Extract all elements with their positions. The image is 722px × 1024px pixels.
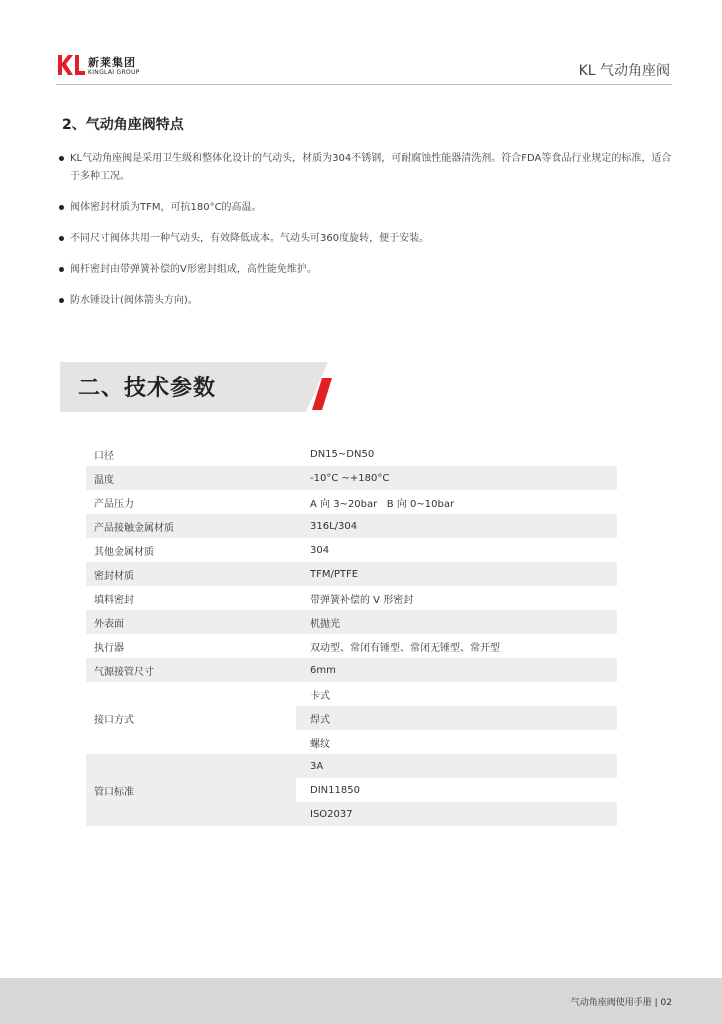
spec-key: 外表面 [86,610,296,634]
spec-key-standard: 管口标准 [86,754,296,826]
spec-value: TFM/PTFE [296,562,617,586]
bullet-icon [59,298,64,303]
spec-value: 3A [296,754,617,778]
bullet-icon [59,236,64,241]
table-row [86,754,617,778]
spec-value: 双动型、常闭有锤型、常闭无锤型、常开型 [310,642,500,654]
logo-mark-icon [56,53,86,77]
table-row [86,610,617,634]
features-list [58,150,678,323]
table-row [86,634,617,658]
table-row [86,490,617,514]
spec-value: 卡式 [310,690,330,702]
spec-key: 温度 [86,466,296,490]
feature-item: 阀体密封材质为TFM，可抗180°C的高温。 [58,199,678,217]
spec-key: 气源接管尺寸 [86,658,296,682]
bullet-icon [59,267,64,272]
spec-key: 执行器 [94,642,124,654]
logo-chinese-name: 新莱集团 [88,56,136,69]
spec-key-connection: 接口方式 [94,714,134,726]
feature-item: 防水锤设计(阀体箭头方向)。 [58,292,678,310]
spec-value: 6mm [296,658,617,682]
feature-item: 阀杆密封由带弹簧补偿的V形密封组成，高性能免维护。 [58,261,678,279]
logo-english-name: KINGLAI GROUP [88,69,140,76]
bullet-icon [59,205,64,210]
spec-value: 螺纹 [310,738,330,750]
spec-value: 304 [310,544,330,556]
spec-key: 密封材质 [86,562,296,586]
section-title: 二、技术参数 [78,376,217,401]
table-row [86,466,617,490]
spec-value: -10°C ~+180°C [296,466,617,490]
spec-value: 焊式 [296,706,617,730]
header-divider [56,84,672,85]
spec-value: DN15~DN50 [310,448,375,460]
spec-key: 产品接触金属材质 [86,514,296,538]
table-row [86,514,617,538]
feature-item: KL气动角座阀是采用卫生级和整体化设计的气动头，材质为304不锈钢，可耐腐蚀性能器清洗剂。符合FDA等食品行业规定的标准，适合于多种工况。 [58,150,678,186]
spec-key: 填料密封 [94,594,134,606]
spec-key: 其他金属材质 [94,546,154,558]
table-row [86,562,617,586]
table-row [86,442,617,466]
spec-key: 产品压力 [94,498,134,510]
bullet-icon [59,156,64,161]
table-row [86,586,617,610]
table-row [86,538,617,562]
tech-spec-table [86,442,617,826]
features-heading: 2、气动角座阀特点 [62,117,184,133]
spec-value: 带弹簧补偿的 V 形密封 [310,594,414,606]
footer-text: 气动角座阀使用手册 | 02 [570,998,672,1008]
spec-value: DIN11850 [310,784,360,796]
table-row [86,682,617,706]
table-row [86,658,617,682]
spec-key: 口径 [94,450,114,462]
document-title: KL 气动角座阀 [578,63,670,79]
page-footer [0,978,722,1024]
feature-item: 不同尺寸阀体共用一种气动头，有效降低成本。气动头可360度旋转，便于安装。 [58,230,678,248]
spec-value: A 向 3~20bar B 向 0~10bar [310,498,455,510]
spec-value: 机抛光 [296,610,617,634]
spec-value: ISO2037 [296,802,617,826]
kinglai-logo [56,50,166,84]
spec-value: 316L/304 [296,514,617,538]
